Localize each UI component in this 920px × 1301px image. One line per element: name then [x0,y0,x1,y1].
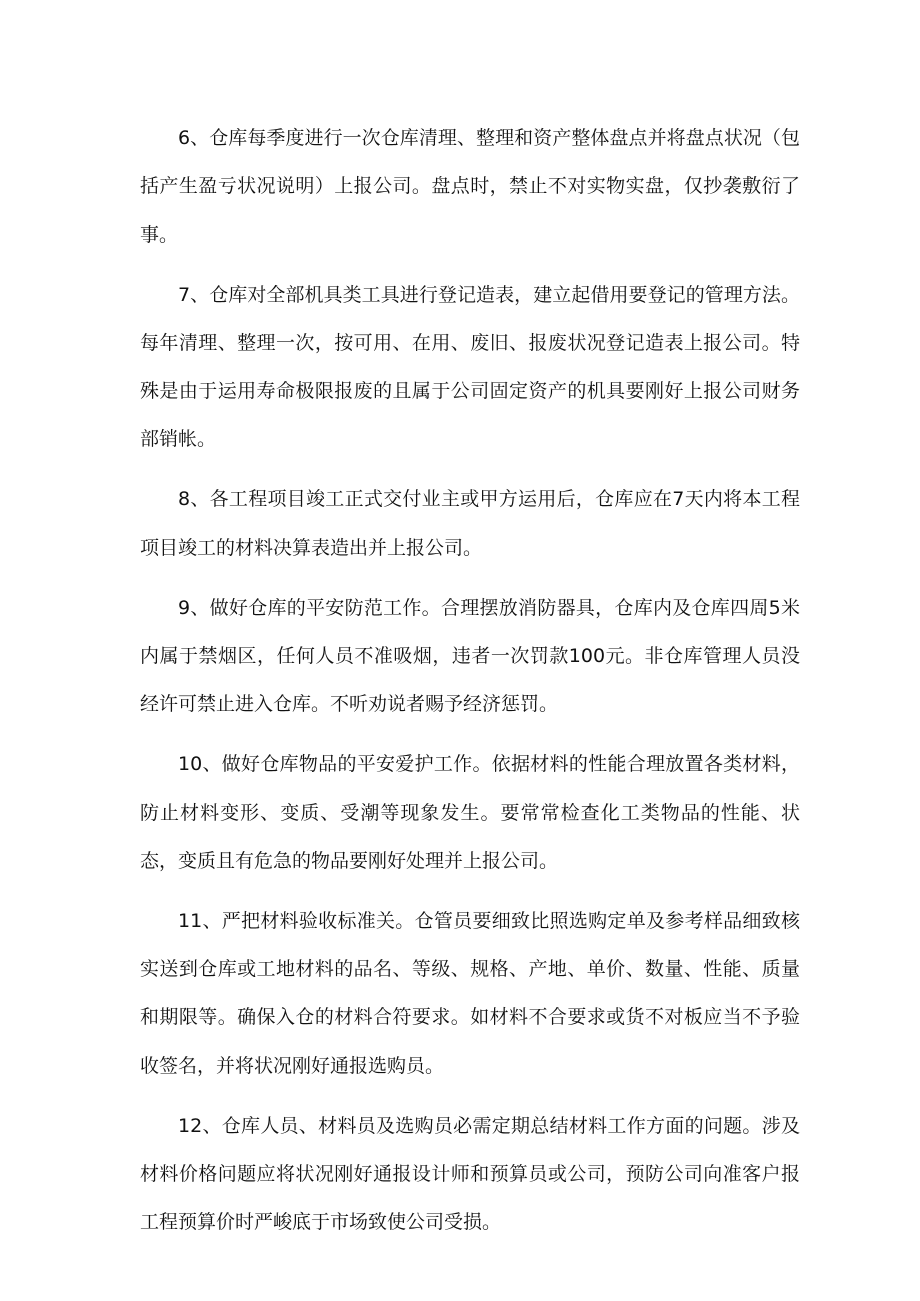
paragraph-7: 7、仓库对全部机具类工具进行登记造表，建立起借用要登记的管理方法。每年清理、整理一次，按可用、在用、废旧、报废状况登记造表上报公司。特殊是由于运用寿命极限报废的且属于公司固定资产的机具要刚好上报公司财务部销帐。 [140,283,800,451]
paragraph-8: 8、各工程项目竣工正式交付业主或甲方运用后，仓库应在7天内将本工程项目竣工的材料决算表造出并上报公司。 [140,488,800,559]
paragraph-12: 12、仓库人员、材料员及选购员必需定期总结材料工作方面的问题。涉及材料价格问题应将状况刚好通报设计师和预算员或公司，预防公司向准客户报工程预算价时严峻底于市场致使公司受损。 [140,1114,800,1234]
paragraph-10: 10、做好仓库物品的平安爱护工作。依据材料的性能合理放置各类材料，防止材料变形、变质、受潮等现象发生。要常常检查化工类物品的性能、状态，变质且有危急的物品要刚好处理并上报公司。 [140,753,800,872]
paragraph-9: 9、做好仓库的平安防范工作。合理摆放消防器具，仓库内及仓库四周5米内属于禁烟区，任何人员不准吸烟，违者一次罚款100元。非仓库管理人员没经许可禁止进入仓库。不听劝说者赐予经济惩罚。 [140,596,800,716]
paragraph-11: 11、严把材料验收标准关。仓管员要细致比照选购定单及参考样品细致核实送到仓库或工地材料的品名、等级、规格、产地、单价、数量、性能、质量和期限等。确保入仓的材料合符要求。如材料不合要求或货不对板应当不予验收签名，并将状况刚好通报选购员。 [140,909,800,1077]
document-body [140,114,800,1258]
paragraph-6: 6、仓库每季度进行一次仓库清理、整理和资产整体盘点并将盘点状况（包括产生盈亏状况说明）上报公司。盘点时，禁止不对实物实盘，仅抄袭敷衍了事。 [140,127,800,246]
